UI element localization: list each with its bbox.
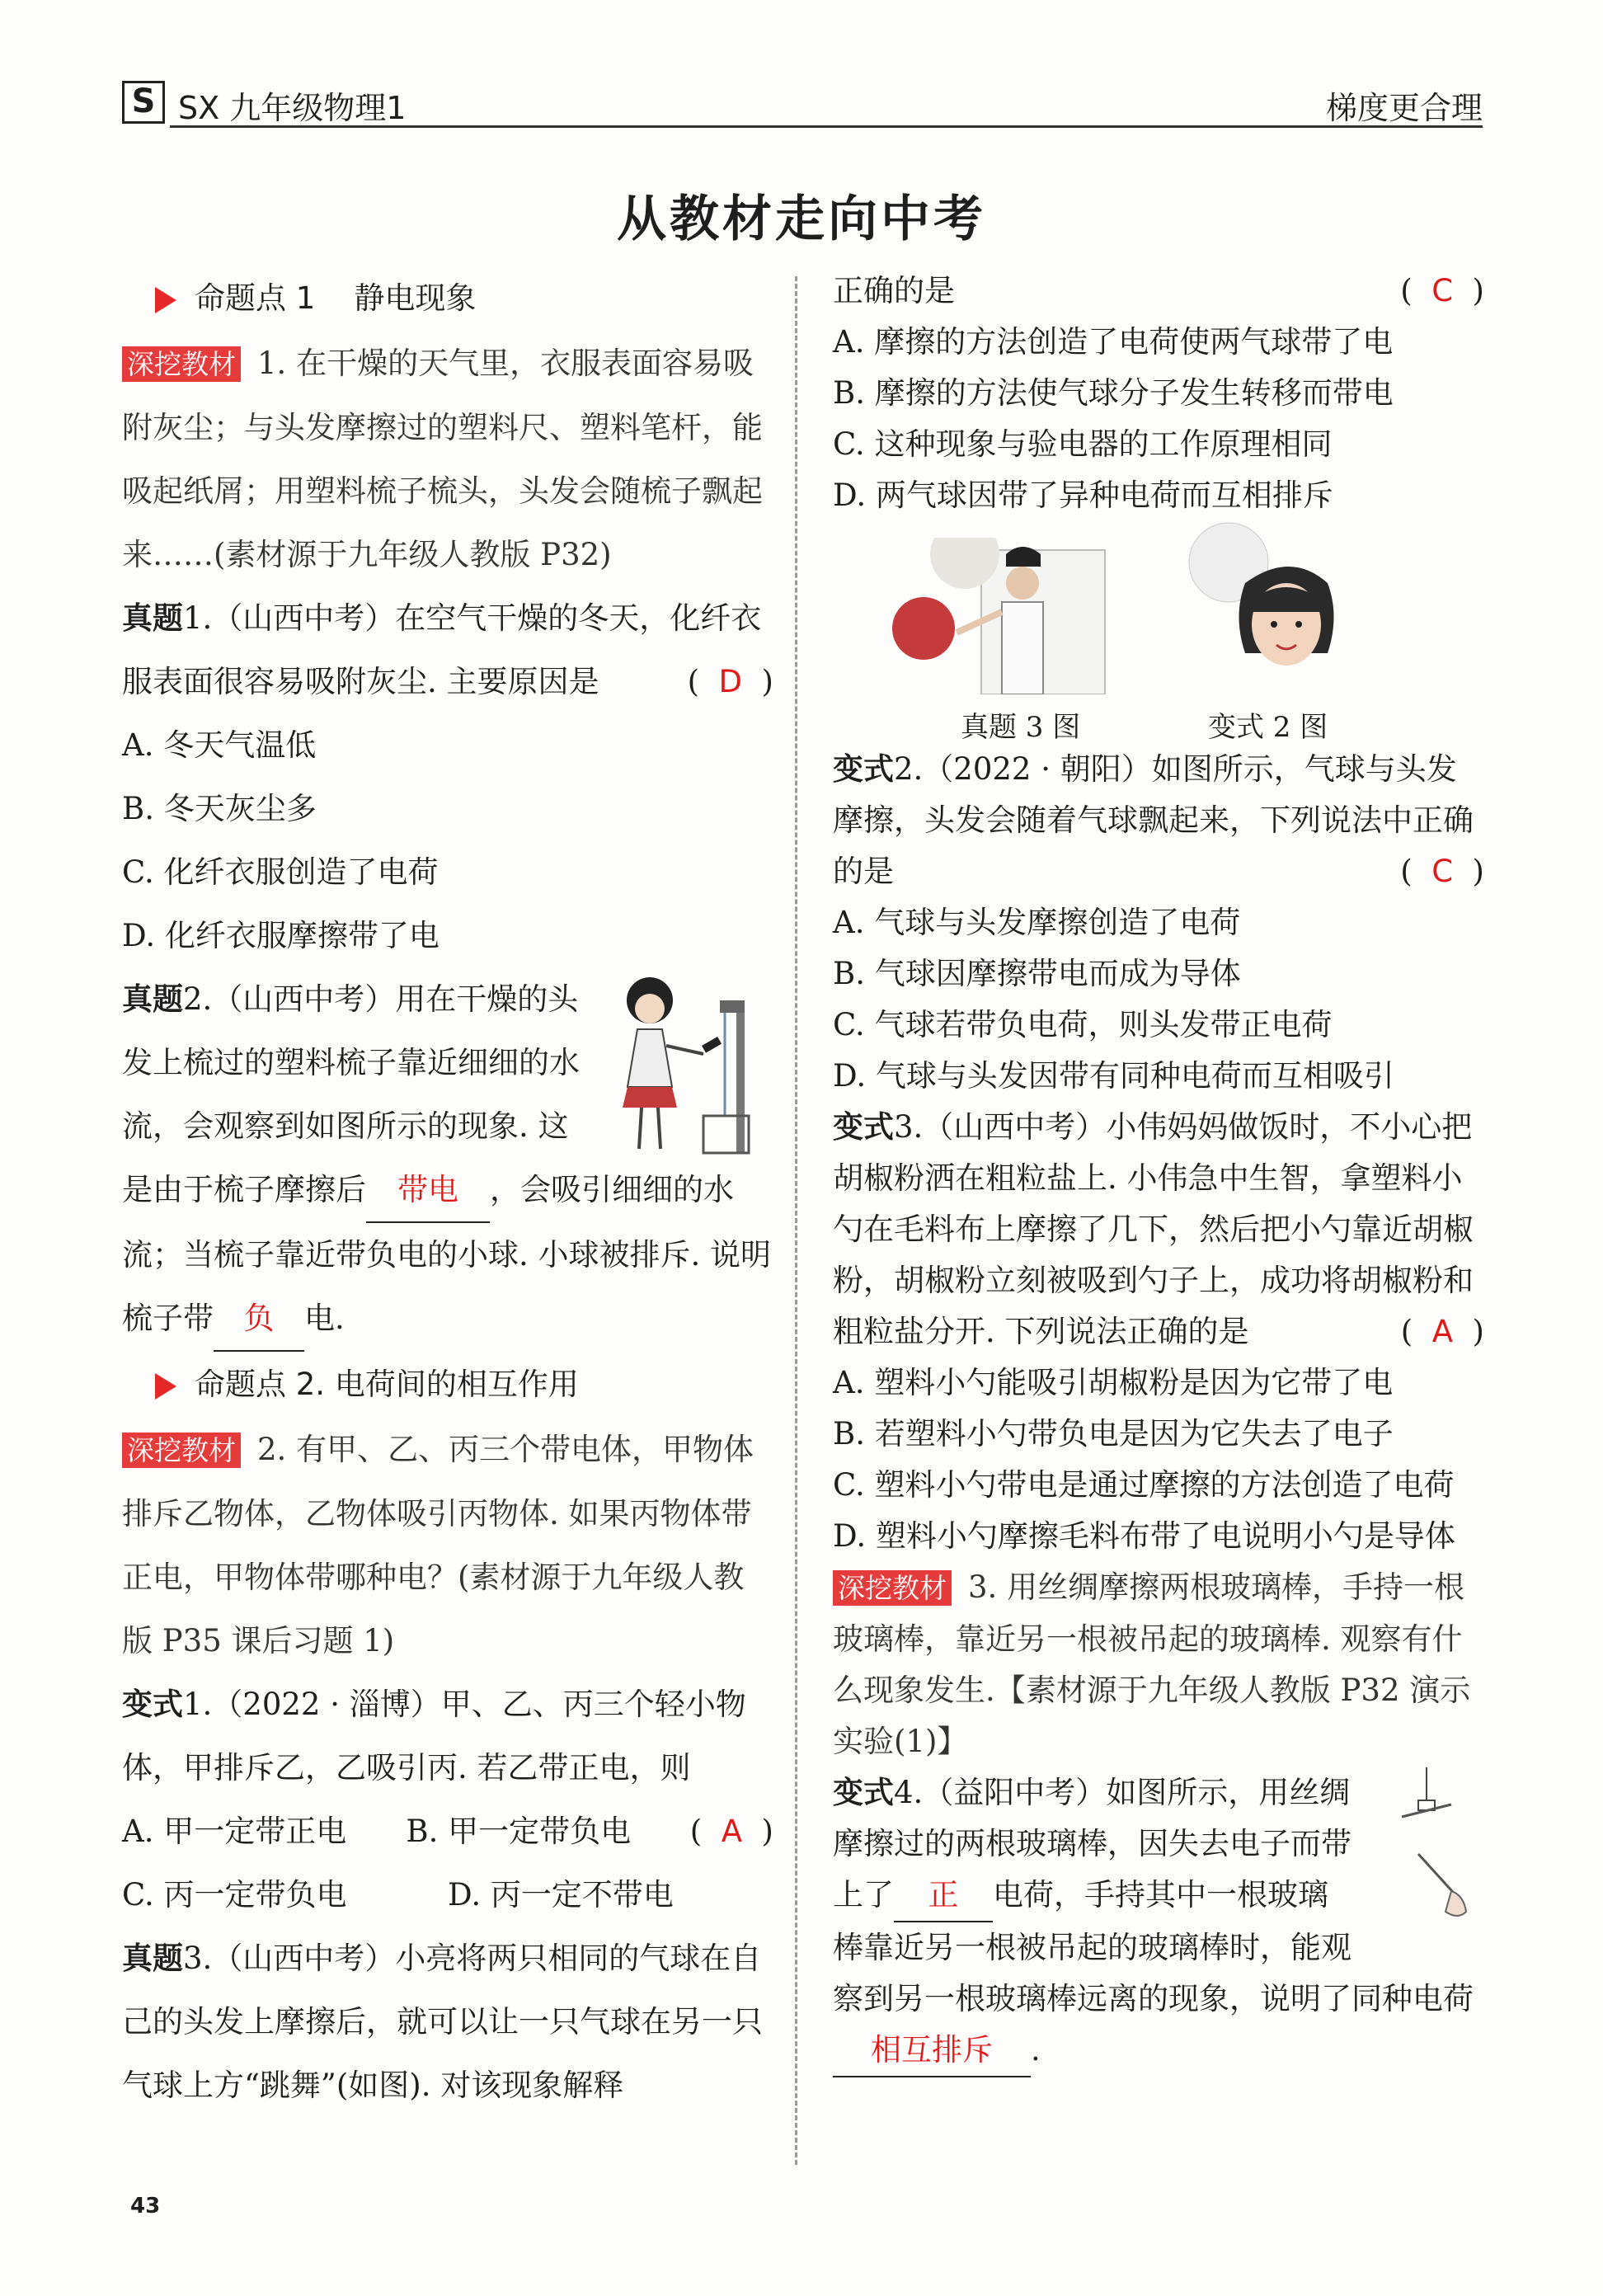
answer-blank: 正	[894, 1870, 993, 1922]
right-column	[833, 266, 1484, 2077]
triangle-icon	[155, 1373, 176, 1400]
option: B. 甲一定带负电	[406, 1814, 632, 1849]
question-1: 真题1.（山西中考）在空气干燥的冬天，化纤衣服表面很容易吸附灰尘. 主要原因是 ( D ) A. 冬天气温低 B. 冬天灰尘多 C. 化纤衣服创造了电荷 D. 化纤衣服摩擦带了电	[122, 586, 773, 967]
option: D. 化纤衣服摩擦带了电	[122, 918, 440, 953]
balloon-boy-photo	[882, 538, 1130, 698]
glass-rod-illustration	[1369, 1767, 1484, 1932]
answer-blank: 带电	[366, 1158, 490, 1223]
answer-blank: 负	[214, 1287, 304, 1352]
section-heading-1: 命题点 1 静电现象	[122, 266, 773, 332]
option: C. 丙一定带负电	[122, 1877, 347, 1913]
option: D. 丙一定不带电	[448, 1877, 674, 1913]
figure-row	[833, 521, 1484, 744]
section-heading-2: 命题点 2. 电荷间的相互作用	[122, 1352, 773, 1418]
option: C. 这种现象与验电器的工作原理相同	[833, 426, 1333, 462]
answer: C	[1431, 854, 1454, 889]
answer: A	[721, 1814, 743, 1849]
publisher-logo: S	[122, 81, 165, 124]
option: A. 甲一定带正电	[122, 1814, 347, 1849]
option: A. 摩擦的方法创造了电荷使两气球带了电	[833, 324, 1394, 360]
question-3: 真题3.（山西中考）小亮将两只相同的气球在自己的头发上摩擦后，就可以让一只气球在另一只气球上方“跳舞”(如图). 对该现象解释	[122, 1941, 763, 2103]
option: C. 气球若带负电荷，则头发带正电荷	[833, 1007, 1333, 1042]
textbook-tag: 深挖教材	[833, 1570, 952, 1606]
option: A. 塑料小勺能吸引胡椒粉是因为它带了电	[833, 1365, 1394, 1400]
page-number: 43	[130, 2194, 161, 2218]
header-slogan: 梯度更合理	[1325, 90, 1483, 126]
textbook-tag: 深挖教材	[122, 1433, 241, 1468]
option: D. 气球与头发因带有同种电荷而互相吸引	[833, 1058, 1394, 1094]
column-divider	[795, 276, 797, 2165]
option: C. 塑料小勺带电是通过摩擦的方法创造了电荷	[833, 1467, 1455, 1503]
triangle-icon	[155, 287, 176, 313]
answer: C	[1431, 273, 1454, 308]
option: B. 气球因摩擦带电而成为导体	[833, 956, 1241, 991]
option: C. 化纤衣服创造了电荷	[122, 854, 439, 890]
option: A. 气球与头发摩擦创造了电荷	[833, 905, 1241, 940]
book-title: SX 九年级物理1	[178, 90, 407, 126]
answer-blank: 相互排斥	[833, 2025, 1031, 2077]
option: A. 冬天气温低	[122, 727, 317, 763]
option: D. 两气球因带了异种电荷而互相排斥	[833, 478, 1333, 513]
page-title: 从教材走向中考	[617, 191, 986, 248]
question-2: 真题2.（山西中考）用在干燥的头发上梳过的塑料梳子靠近细细的水流，会观察到如图所示的现象. 这是由于梳子摩擦后 带电 ，会吸引细细的水流；当梳子靠近带负电的小球. 小球被排斥. 说明梳子带 负 电.	[122, 967, 773, 1352]
answer: D	[718, 664, 743, 699]
header-rule	[170, 125, 1483, 128]
textbook-item-2: 深挖教材 2. 有甲、乙、丙三个带电体，甲物体排斥乙物体，乙物体吸引丙物体. 如果丙物体带正电，甲物体带哪种电？(素材源于九年级人教版 P35 课后习题 1)	[122, 1432, 754, 1658]
left-column	[122, 266, 773, 2117]
girl-comb-illustration	[604, 967, 773, 1157]
figure-caption: 真题 3 图	[961, 711, 1081, 744]
textbook-tag: 深挖教材	[122, 346, 241, 382]
answer: A	[1431, 1314, 1454, 1349]
figure-caption: 变式 2 图	[1208, 711, 1328, 744]
option: B. 冬天灰尘多	[122, 791, 317, 826]
question-3-continued: 正确的是 ( C ) A. 摩擦的方法创造了电荷使两气球带了电 B. 摩擦的方法使气球分子发生转移而带电 C. 这种现象与验电器的工作原理相同 D. 两气球因带了异种电荷而互相排斥	[833, 266, 1484, 521]
variant-4: 变式4.（益阳中考）如图所示，用丝绸摩擦过的两根玻璃棒，因失去电子而带上了 正 电荷，手持其中一根玻璃棒靠近另一根被吊起的玻璃棒时，能观察到另一根玻璃棒远离的现象，说明了同种电荷相互排斥 .	[833, 1767, 1484, 2077]
textbook-item-1: 深挖教材 1. 在干燥的天气里，衣服表面容易吸附灰尘；与头发摩擦过的塑料尺、塑料笔杆，能吸起纸屑；用塑料梳子梳头，头发会随梳子飘起来……(素材源于九年级人教版 P32)	[122, 346, 763, 572]
option: B. 若塑料小勺带负电是因为它失去了电子	[833, 1416, 1394, 1451]
balloon-girl-photo	[1187, 521, 1377, 698]
option: D. 塑料小勺摩擦毛料布带了电说明小勺是导体	[833, 1518, 1455, 1554]
variant-2: 变式2.（2022 · 朝阳）如图所示，气球与头发摩擦，头发会随着气球飘起来，下列说法中正确的是 ( C ) A. 气球与头发摩擦创造了电荷 B. 气球因摩擦带电而成为导体 C. 气球若带负电荷，则头发带正电荷 D. 气球与头发因带有同种电荷而互相吸引	[833, 744, 1484, 1102]
variant-3: 变式3.（山西中考）小伟妈妈做饭时，不小心把胡椒粉洒在粗粒盐上. 小伟急中生智，拿塑料小勺在毛料布上摩擦了几下，然后把小勺靠近胡椒粉，胡椒粉立刻被吸到勺子上，成功将胡椒粉和粗粒盐分开. 下列说法正确的是 ( A ) A. 塑料小勺能吸引胡椒粉是因为它带了电 B. 若塑料小勺带负电是因为它失去了电子 C. 塑料小勺带电是通过摩擦的方法创造了电荷 D. 塑料小勺摩擦毛料布带了电说明小勺是导体	[833, 1102, 1484, 1562]
option: B. 摩擦的方法使气球分子发生转移而带电	[833, 375, 1394, 411]
variant-1: 变式1.（2022 · 淄博）甲、乙、丙三个轻小物体，甲排斥乙，乙吸引丙. 若乙带正电，则 ( A ) A. 甲一定带正电 B. 甲一定带负电 C. 丙一定带负电 D. 丙一定不带电	[122, 1673, 773, 1927]
page-header	[122, 79, 1483, 132]
textbook-item-3: 深挖教材 3. 用丝绸摩擦两根玻璃棒，手持一根玻璃棒，靠近另一根被吊起的玻璃棒. 观察有什么现象发生.【素材源于九年级人教版 P32 演示实验(1)】	[833, 1569, 1471, 1759]
